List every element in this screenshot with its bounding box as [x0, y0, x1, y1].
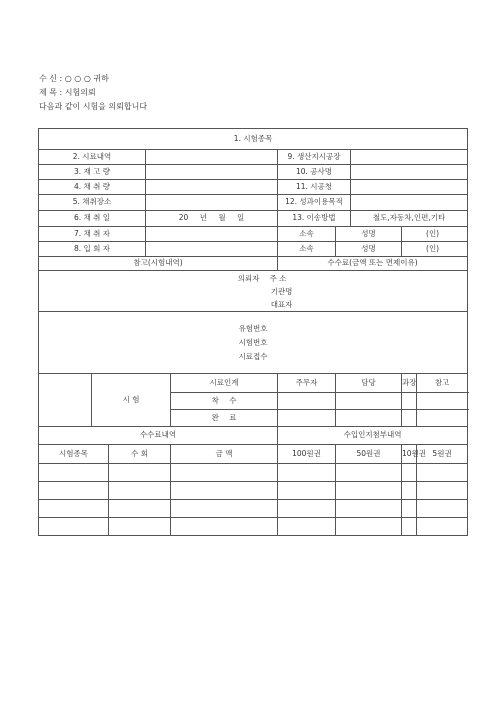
- fee-cell[interactable]: [109, 464, 171, 482]
- recipient-line: 수 신 : ○ ○ ○ 귀하: [39, 74, 109, 83]
- label-sampler: 7. 채 취 자: [39, 227, 146, 242]
- label-sampler-affiliation: 소속: [278, 227, 336, 242]
- form-table: [38, 128, 468, 536]
- field-sample-details[interactable]: [146, 150, 278, 165]
- fee-cell[interactable]: [109, 500, 171, 518]
- col-officer: 주무자: [278, 374, 336, 393]
- fee-cell[interactable]: [402, 464, 417, 482]
- field-production-plant[interactable]: [351, 150, 468, 165]
- label-witness: 8. 입 회 자: [39, 242, 146, 257]
- col-chief: 과장: [402, 374, 417, 393]
- fee-cell[interactable]: [171, 500, 278, 518]
- fee-cell[interactable]: [109, 482, 171, 500]
- label-production-plant: 9. 생산지시공장: [278, 150, 351, 165]
- requester-address-label: 주 소: [269, 274, 287, 283]
- fee-cell[interactable]: [417, 518, 468, 536]
- test-number-label: 시험번호: [238, 337, 268, 347]
- field-sampler-blank[interactable]: [146, 227, 278, 242]
- start-manager-cell[interactable]: [336, 393, 402, 410]
- col-count: 수 회: [109, 445, 171, 464]
- complete-reference-cell[interactable]: [417, 410, 468, 427]
- fee-cell[interactable]: [39, 518, 109, 536]
- label-stock: 3. 재 고 량: [39, 165, 146, 180]
- test-block-spacer: [39, 374, 92, 427]
- sampler-seal: (인): [402, 227, 468, 242]
- col-amount: 금 액: [171, 445, 278, 464]
- col-50won: 50원권: [336, 445, 402, 464]
- label-project-name: 10. 공사명: [278, 165, 351, 180]
- start-reference-cell[interactable]: [417, 393, 468, 410]
- fee-details-header: 수수료내역: [39, 427, 278, 445]
- fee-cell[interactable]: [417, 464, 468, 482]
- test-block-label: 시 험: [92, 374, 171, 427]
- subject-line: 제 목 : 시험의뢰: [39, 88, 96, 97]
- label-transport-method: 13. 이송방법: [278, 211, 351, 227]
- test-request-form: [38, 128, 467, 541]
- fee-cell[interactable]: [336, 500, 402, 518]
- receipt-number-label: 유험번호: [238, 323, 268, 333]
- fee-cell[interactable]: [417, 482, 468, 500]
- start-chief-cell[interactable]: [402, 393, 417, 410]
- fee-cell[interactable]: [336, 464, 402, 482]
- label-sampling-amount: 4. 채 취 량: [39, 180, 146, 195]
- field-witness-blank[interactable]: [146, 242, 278, 257]
- witness-seal: (인): [402, 242, 468, 257]
- fee-cell[interactable]: [171, 482, 278, 500]
- field-stock[interactable]: [146, 165, 278, 180]
- fee-cell[interactable]: [278, 518, 336, 536]
- fee-cell[interactable]: [402, 482, 417, 500]
- field-sampling-date[interactable]: 20 년 월 일: [146, 211, 278, 227]
- fee-cell[interactable]: [417, 500, 468, 518]
- field-transport-method[interactable]: 철도,자동차,인편,기타: [351, 211, 468, 227]
- fee-cell[interactable]: [39, 464, 109, 482]
- field-result-purpose[interactable]: [351, 195, 468, 211]
- fee-cell[interactable]: [402, 500, 417, 518]
- label-result-purpose: 12. 성과이용목적: [278, 195, 351, 211]
- complete-chief-cell[interactable]: [402, 410, 417, 427]
- test-type-title: 1. 시험종목: [39, 129, 468, 150]
- row-start: 착 수: [171, 393, 278, 410]
- field-sampling-place[interactable]: [146, 195, 278, 211]
- col-10won: 10원권: [402, 445, 417, 464]
- fee-cell[interactable]: [278, 464, 336, 482]
- fee-cell[interactable]: [336, 518, 402, 536]
- col-test-type: 시험종목: [39, 445, 109, 464]
- fee-cell[interactable]: [278, 482, 336, 500]
- label-witness-affiliation: 소속: [278, 242, 336, 257]
- complete-officer-cell[interactable]: [278, 410, 336, 427]
- field-construction-office[interactable]: [351, 180, 468, 195]
- label-construction-office: 11. 시공청: [278, 180, 351, 195]
- fee-cell[interactable]: [278, 500, 336, 518]
- col-sample-handover: 시료인계: [171, 374, 278, 393]
- fee-cell[interactable]: [171, 464, 278, 482]
- fee-cell[interactable]: [109, 518, 171, 536]
- col-5won: 5원권: [417, 445, 468, 464]
- fee-cell[interactable]: [171, 518, 278, 536]
- fee-cell[interactable]: [39, 500, 109, 518]
- col-100won: 100원권: [278, 445, 336, 464]
- requester-block: [39, 271, 468, 312]
- label-sampler-name: 성명: [336, 227, 402, 242]
- stamp-details-header: 수입인지첨부내역: [278, 427, 468, 445]
- label-sample-details: 2. 시료내역: [39, 150, 146, 165]
- requester-org-label: 기관명: [270, 287, 293, 296]
- intro-line: 다음과 같이 시험을 의뢰합니다: [39, 102, 148, 111]
- field-sampling-amount[interactable]: [146, 180, 278, 195]
- reference-header: 참고(시험내역): [39, 257, 278, 271]
- fee-cell[interactable]: [39, 482, 109, 500]
- fee-header: 수수료(금액 또는 면제이유): [278, 257, 468, 271]
- label-witness-name: 성명: [336, 242, 402, 257]
- sample-receipt-label: 시료접수: [238, 351, 268, 361]
- start-officer-cell[interactable]: [278, 393, 336, 410]
- label-sampling-place: 5. 채취장소: [39, 195, 146, 211]
- col-manager: 담당: [336, 374, 402, 393]
- row-complete: 완 료: [171, 410, 278, 427]
- sample-info-block: [39, 312, 468, 374]
- field-project-name[interactable]: [351, 165, 468, 180]
- fee-cell[interactable]: [336, 482, 402, 500]
- label-sampling-date: 6. 채 취 일: [39, 211, 146, 227]
- col-reference: 참고: [417, 374, 468, 393]
- fee-cell[interactable]: [402, 518, 417, 536]
- requester-label: 의뢰자: [237, 274, 260, 283]
- requester-rep-label: 대표자: [270, 300, 293, 309]
- complete-manager-cell[interactable]: [336, 410, 402, 427]
